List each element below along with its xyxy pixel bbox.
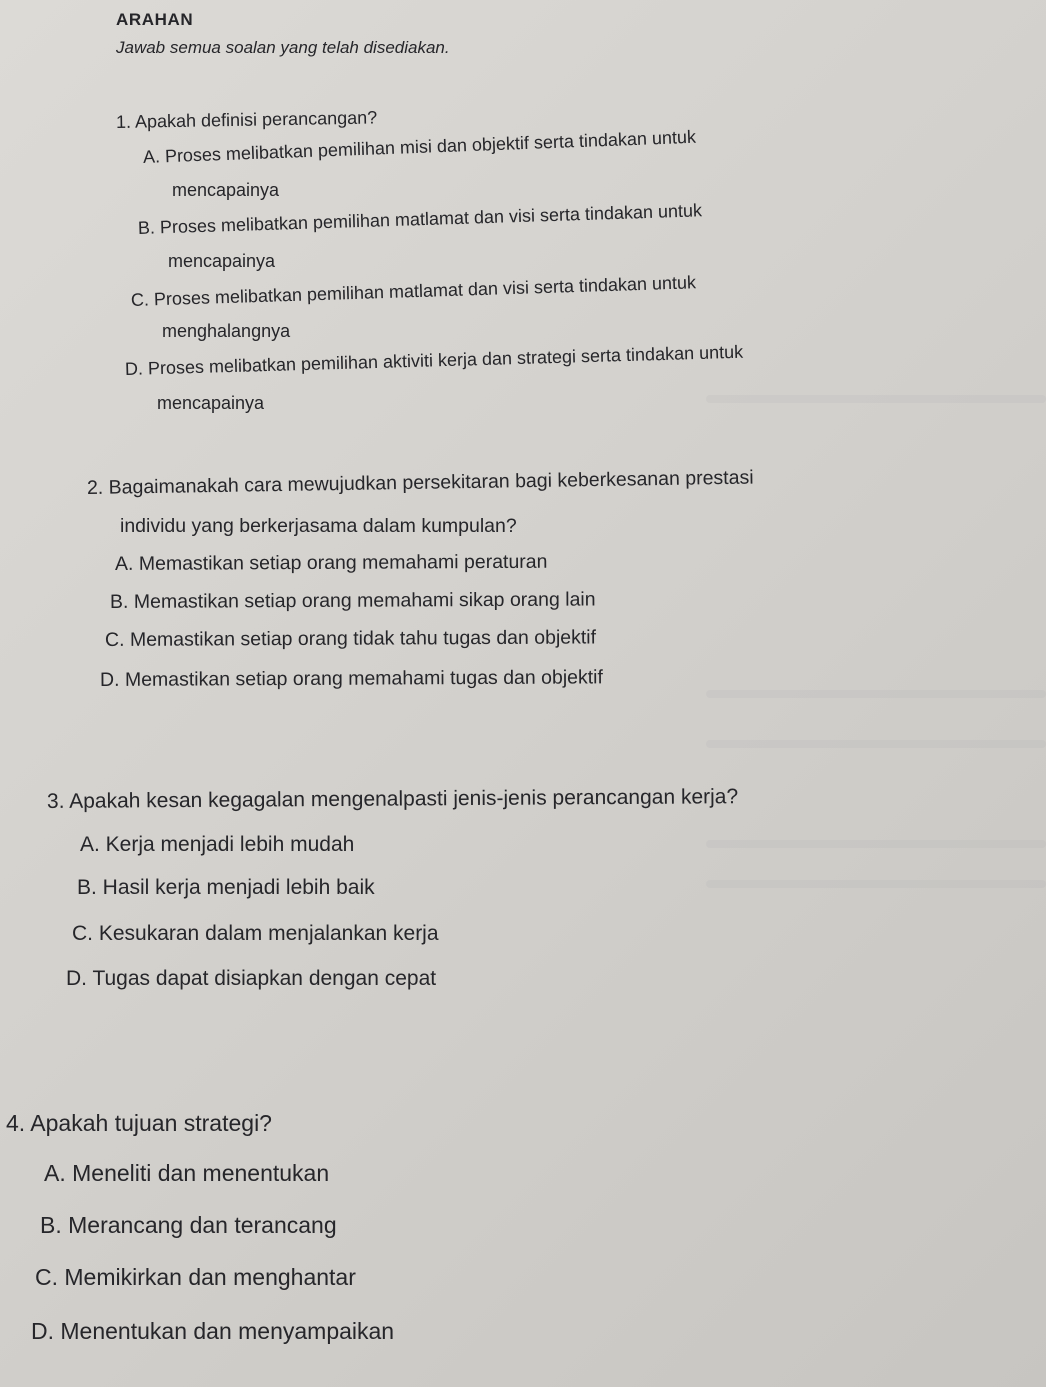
question-text: 1. Apakah definisi perancangan?	[115, 107, 378, 132]
option-a: A. Proses melibatkan pemilihan misi dan objektif serta tindakan untuk	[142, 126, 697, 167]
question-text: 4. Apakah tujuan strategi?	[6, 1110, 272, 1136]
show-through-mark	[706, 740, 1046, 748]
question-text-continued: individu yang berkerjasama dalam kumpulan?	[120, 515, 517, 537]
option-c: C. Memikirkan dan menghantar	[35, 1264, 356, 1290]
option-d-continued: mencapainya	[157, 393, 265, 413]
option-d: D. Tugas dapat disiapkan dengan cepat	[66, 967, 437, 990]
option-d: D. Proses melibatkan pemilihan aktiviti kerja dan strategi serta tindakan untuk	[124, 341, 744, 379]
option-a: A. Kerja menjadi lebih mudah	[80, 833, 355, 856]
show-through-mark	[706, 395, 1046, 403]
show-through-mark	[706, 690, 1046, 698]
question-text: 3. Apakah kesan kegagalan mengenalpasti jenis-jenis perancangan kerja?	[46, 785, 739, 813]
option-c: C. Kesukaran dalam menjalankan kerja	[72, 922, 439, 945]
instruction-text: Jawab semua soalan yang telah disediakan.	[116, 38, 450, 57]
option-c: C. Memastikan setiap orang tidak tahu tugas dan objektif	[104, 626, 597, 651]
option-b-continued: mencapainya	[168, 251, 276, 271]
option-d: D. Menentukan dan menyampaikan	[31, 1318, 395, 1344]
option-c: C. Proses melibatkan pemilihan matlamat dan visi serta tindakan untuk	[130, 272, 697, 310]
option-d: D. Memastikan setiap orang memahami tugas dan objektif	[99, 666, 603, 691]
option-c-continued: menghalangnya	[162, 321, 291, 341]
option-a-continued: mencapainya	[172, 180, 280, 200]
option-b: B. Hasil kerja menjadi lebih baik	[77, 876, 375, 899]
option-a: A. Memastikan setiap orang memahami peraturan	[114, 550, 548, 575]
section-header: ARAHAN	[116, 10, 194, 29]
option-b: B. Proses melibatkan pemilihan matlamat dan visi serta tindakan untuk	[137, 200, 703, 238]
show-through-mark	[706, 840, 1046, 848]
show-through-mark	[706, 880, 1046, 888]
question-text: 2. Bagaimanakah cara mewujudkan persekitaran bagi keberkesanan prestasi	[86, 466, 754, 499]
option-b: B. Memastikan setiap orang memahami sikap orang lain	[109, 588, 596, 613]
option-b: B. Merancang dan terancang	[40, 1212, 337, 1238]
option-a: A. Meneliti dan menentukan	[44, 1160, 330, 1186]
